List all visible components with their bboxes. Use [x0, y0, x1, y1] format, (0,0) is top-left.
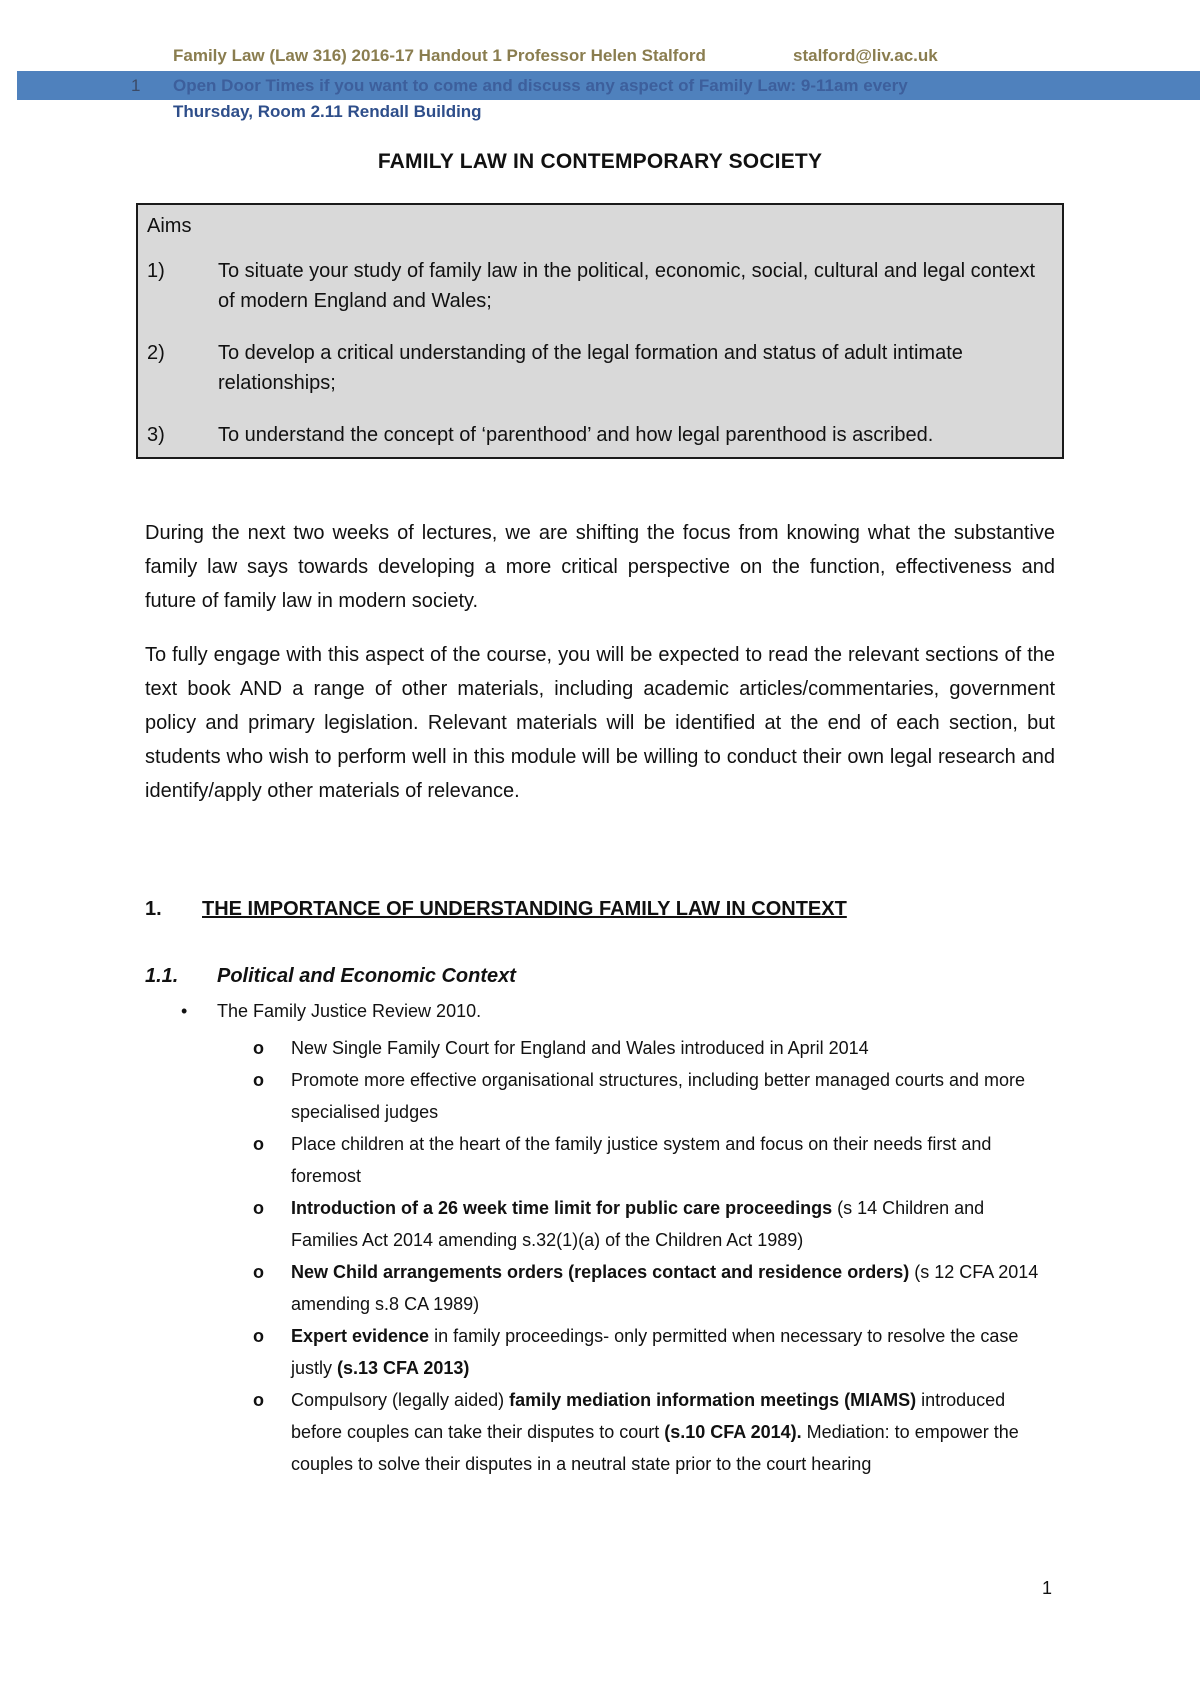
sub-bullet-marker: o — [253, 1262, 264, 1282]
aims-box — [136, 203, 1064, 459]
list-item-text: introduced before couples can take their disputes to court — [291, 1390, 1006, 1442]
header-course-line — [173, 46, 938, 66]
section-heading — [145, 898, 847, 921]
header-open-door-text: Open Door Times if you want to come and discuss any aspect of Family Law: 9-11am every — [173, 76, 908, 95]
list-item — [253, 1128, 1053, 1192]
list-item-text: in family proceedings- only permitted when necessary to resolve the case justly — [291, 1326, 1019, 1378]
list-item-text: (s 14 Children and Families Act 2014 amending s.32(1)(a) of the Children Act 1989) — [291, 1198, 985, 1250]
header-band-number: 1 — [131, 76, 141, 95]
list-item — [253, 1384, 1053, 1480]
reading-paragraph: To fully engage with this aspect of the course, you will be expected to read the relevant sections of the text book AND a range of other materials, including academic articles/commentaries, government policy and primary legislation. Relevant materials will be identified at the end of each section, but students who wish to perform well in this module will be willing to conduct their own legal research and identify/apply other materials of relevance. — [145, 644, 1055, 802]
section-title: THE IMPORTANCE OF UNDERSTANDING FAMILY LAW IN CONTEXT — [202, 898, 847, 920]
sub-bullet-marker: o — [253, 1390, 264, 1410]
aim-number: 3) — [147, 424, 165, 446]
bullet-marker: • — [181, 1001, 188, 1021]
document-title: FAMILY LAW IN CONTEMPORARY SOCIETY — [377, 150, 823, 173]
bullet-text: The Family Justice Review 2010. — [217, 1001, 482, 1021]
sub-bullet-marker: o — [253, 1326, 264, 1346]
list-item-bold-text: Introduction of a 26 week time limit for public care proceedings — [291, 1198, 833, 1218]
sub-bullet-list — [253, 1032, 1053, 1480]
subsection-number: 1.1. — [145, 965, 179, 987]
sub-bullet-marker: o — [253, 1198, 264, 1218]
page-number: 1 — [1042, 1578, 1053, 1598]
list-item — [253, 1192, 1053, 1256]
aim-text: To develop a critical understanding of the legal formation and status of adult intimate relationships; — [218, 342, 963, 394]
list-item-text: Place children at the heart of the family justice system and focus on their needs first and foremost — [291, 1134, 992, 1186]
list-item-text: Promote more effective organisational structures, including better managed courts and more specialised judges — [291, 1070, 1026, 1122]
list-item — [253, 1320, 1053, 1384]
list-item-text: New Single Family Court for England and Wales introduced in April 2014 — [291, 1038, 869, 1058]
list-item — [253, 1256, 1053, 1320]
subsection-heading — [145, 965, 516, 988]
list-item-bold-text: (s.13 CFA 2013) — [337, 1358, 470, 1378]
sub-bullet-marker: o — [253, 1038, 264, 1058]
aims-label: Aims — [147, 215, 192, 237]
header-room-text: Thursday, Room 2.11 Rendall Building — [173, 102, 482, 121]
list-item-bold-text: (s.10 CFA 2014). — [664, 1422, 802, 1442]
header-email[interactable]: stalford@liv.ac.uk — [793, 46, 938, 65]
aim-text: To situate your study of family law in the political, economic, social, cultural and legal context of modern England and Wales; — [218, 260, 1036, 312]
list-item-bold-text: Expert evidence — [291, 1326, 430, 1346]
list-item-text: (s 12 CFA 2014 amending s.8 CA 1989) — [291, 1262, 1039, 1314]
intro-paragraph: During the next two weeks of lectures, we are shifting the focus from knowing what the substantive family law says towards developing a more critical perspective on the function, effectiveness and future of family law in modern society. — [145, 522, 1055, 612]
aim-number: 2) — [147, 342, 165, 364]
sub-bullet-marker: o — [253, 1070, 264, 1090]
subsection-title: Political and Economic Context — [217, 965, 516, 987]
header-course-text: Family Law (Law 316) 2016-17 Handout 1 Professor Helen Stalford — [173, 46, 706, 65]
list-item-text: Mediation: to empower the couples to solve their disputes in a neutral state prior to the court hearing — [291, 1422, 1019, 1474]
aim-number: 1) — [147, 260, 165, 282]
list-item-text: Compulsory (legally aided) — [291, 1390, 510, 1410]
list-item — [253, 1032, 1053, 1064]
list-item-bold-text: New Child arrangements orders (replaces contact and residence orders) — [291, 1262, 910, 1282]
aim-text: To understand the concept of ‘parenthood’ and how legal parenthood is ascribed. — [218, 424, 934, 446]
section-number: 1. — [145, 898, 162, 920]
list-item — [253, 1064, 1053, 1128]
sub-bullet-marker: o — [253, 1134, 264, 1154]
list-item-bold-text: family mediation information meetings (MIAMS) — [509, 1390, 917, 1410]
